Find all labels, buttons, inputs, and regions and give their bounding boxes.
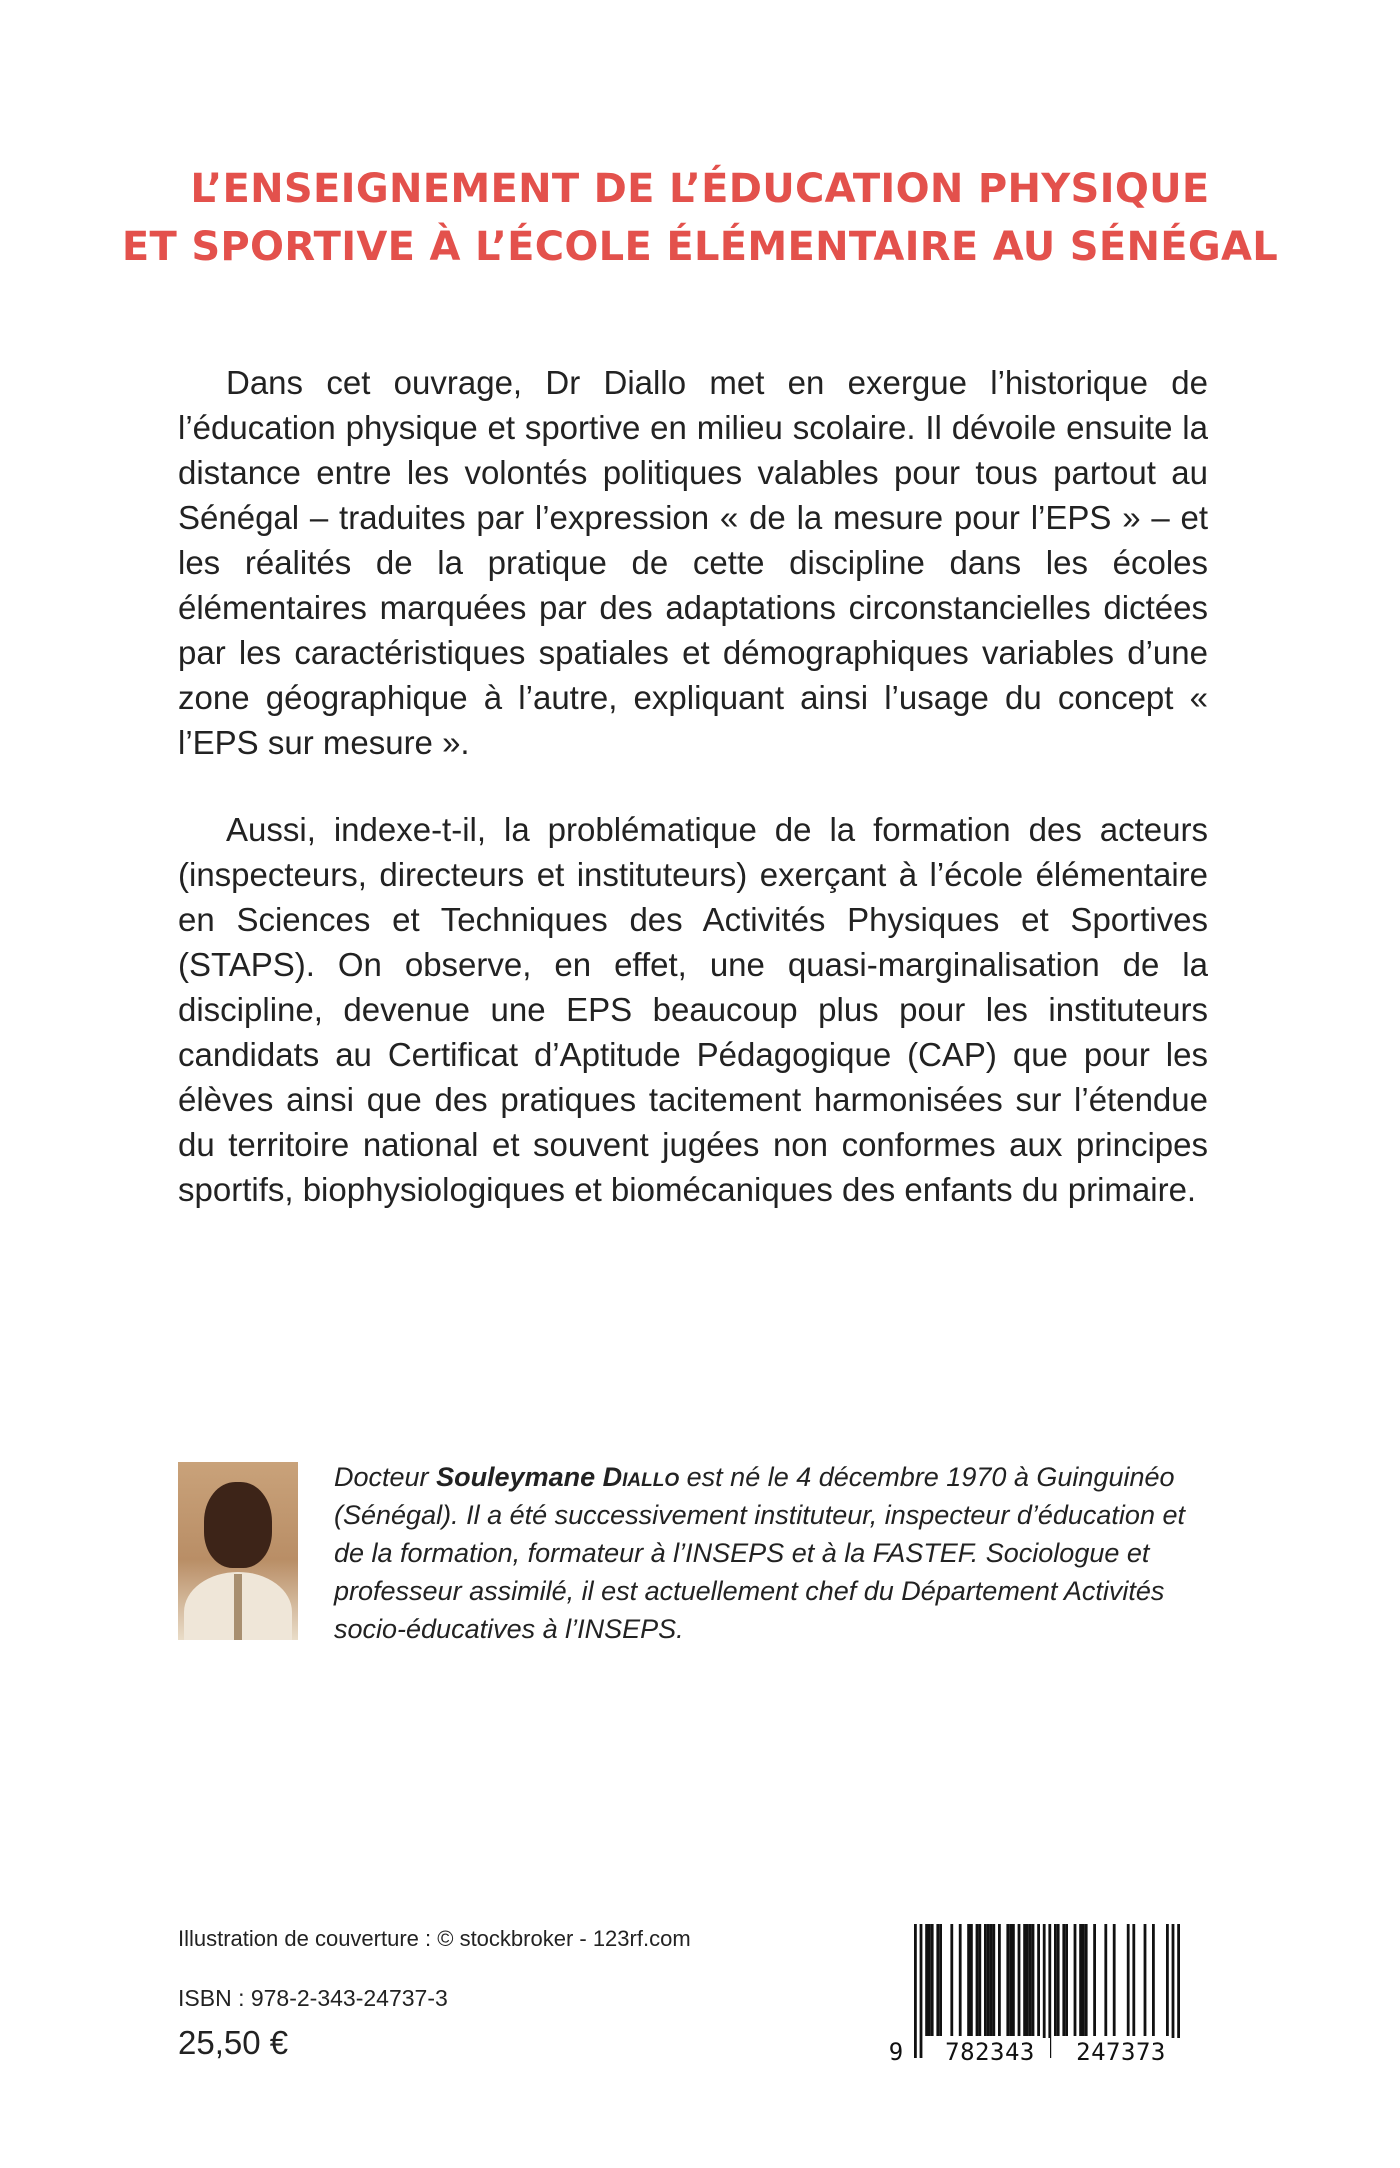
barcode-bar: [1166, 1924, 1169, 2036]
barcode-bar: [1029, 1924, 1032, 2036]
barcode-bar: [987, 1924, 990, 2036]
barcode-bar: [1062, 1924, 1065, 2036]
barcode-bar: [1104, 1924, 1107, 2036]
barcode-bar: [1113, 1924, 1116, 2036]
barcode-bar: [1023, 1924, 1026, 2036]
isbn: ISBN : 978-2-343-24737-3: [178, 1985, 448, 2011]
barcode-bar: [1012, 1924, 1015, 2036]
book-title-line-2: ET SPORTIVE À L’ÉCOLE ÉLÉMENTAIRE AU SÉNÉGAL: [121, 224, 1279, 270]
cover-credit: Illustration de couverture : © stockbroker - 123rf.com: [178, 1926, 691, 1951]
barcode-bar: [925, 1924, 928, 2036]
barcode-bar: [1152, 1924, 1155, 2036]
barcode-bar: [1127, 1924, 1130, 2036]
author-bio-text: est né le 4 décembre 1970 à Guinguinéo (Sénégal). Il a été successivement instituteur, inspecteur d’éducation et de la formation, formateur à l’INSEPS et à la FASTEF. Sociologue et professeur assimilé, il est actuellement chef du Département Activités socio-éducatives à l’INSEPS.: [334, 1462, 1185, 1644]
barcode-bar: [1082, 1924, 1085, 2036]
description-paragraph-1: Dans cet ouvrage, Dr Diallo met en exergue l’historique de l’éducation physique et sportive en milieu scolaire. Il dévoile ensuite la distance entre les volontés politiques valables pour tous partout au Sénégal – traduites par l’expression « de la mesure pour l’EPS » – et les réalités de la pratique de cette discipline dans les écoles élémentaires marquées par des adaptations circonstancielles dictées par les caractéristiques spatiales et démographiques variables d’une zone géographique à l’autre, expliquant ainsi l’usage du concept « l’EPS sur mesure ».: [178, 364, 1208, 761]
barcode-bar: [976, 1924, 979, 2036]
barcode-bar: [1026, 1924, 1029, 2036]
barcode-bar: [1079, 1924, 1082, 2036]
barcode-right-digits: 247373: [1056, 2038, 1186, 2066]
barcode-bar: [1132, 1924, 1135, 2036]
barcode-bar: [984, 1924, 987, 2036]
barcode-bar: [1032, 1924, 1035, 2036]
barcode-bar: [1006, 1924, 1009, 2036]
barcode-bar: [931, 1924, 934, 2036]
book-title-line-1: L’ENSEIGNEMENT DE L’ÉDUCATION PHYSIQUE: [190, 166, 1210, 212]
barcode-bar: [1093, 1924, 1096, 2036]
author-bio: [334, 1458, 1214, 1648]
book-title: [100, 160, 1300, 276]
barcode-bar: [1037, 1924, 1040, 2036]
barcode-bar: [936, 1924, 939, 2036]
barcode: [884, 1920, 1206, 2070]
author-photo: [178, 1462, 298, 1640]
barcode-bar: [990, 1924, 993, 2036]
barcode-bar: [939, 1924, 942, 2036]
barcode-bar: [928, 1924, 931, 2036]
author-photo-head: [204, 1482, 272, 1568]
barcode-bar: [1085, 1924, 1088, 2036]
barcode-first-digit: 9: [888, 2038, 904, 2066]
barcode-bar: [1009, 1924, 1012, 2036]
barcode-bar: [920, 1924, 923, 2058]
barcode-bar: [1054, 1924, 1057, 2036]
barcode-bar: [1144, 1924, 1147, 2036]
barcode-bar: [970, 1924, 973, 2036]
barcode-bar: [998, 1924, 1001, 2036]
barcode-bar: [967, 1924, 970, 2036]
barcode-bar: [1065, 1924, 1068, 2036]
author-last-name: Diallo: [602, 1462, 680, 1492]
barcode-left-digits: 782343: [930, 2038, 1050, 2066]
author-prefix: Docteur: [334, 1462, 429, 1492]
barcode-bar: [914, 1924, 917, 2058]
barcode-bar: [992, 1924, 995, 2036]
barcode-bar: [950, 1924, 953, 2036]
barcode-bar: [959, 1924, 962, 2036]
description-paragraph-2: Aussi, indexe-t-il, la problématique de la formation des acteurs (inspecteurs, directeurs et instituteurs) exerçant à l’école élémentaire en Sciences et Techniques des Activités Physiques et Sportives (STAPS). On observe, en effet, une quasi-marginalisation de la discipline, devenue une EPS beaucoup plus pour les instituteurs candidats au Certificat d’Aptitude Pédagogique (CAP) que pour les élèves ainsi que des pratiques tacitement harmonisées sur l’étendue du territoire national et souvent jugées non conformes aux principes sportifs, biophysiologiques et biomécaniques des enfants du primaire.: [178, 811, 1208, 1208]
price: 25,50 €: [178, 2024, 289, 2061]
author-photo-collar: [234, 1574, 242, 1640]
barcode-bar: [1074, 1924, 1077, 2036]
barcode-bar: [1057, 1924, 1060, 2036]
barcode-bar: [1018, 1924, 1021, 2036]
author-first-name: Souleymane: [436, 1462, 596, 1492]
book-description: [178, 360, 1208, 1254]
barcode-bar: [978, 1924, 981, 2036]
